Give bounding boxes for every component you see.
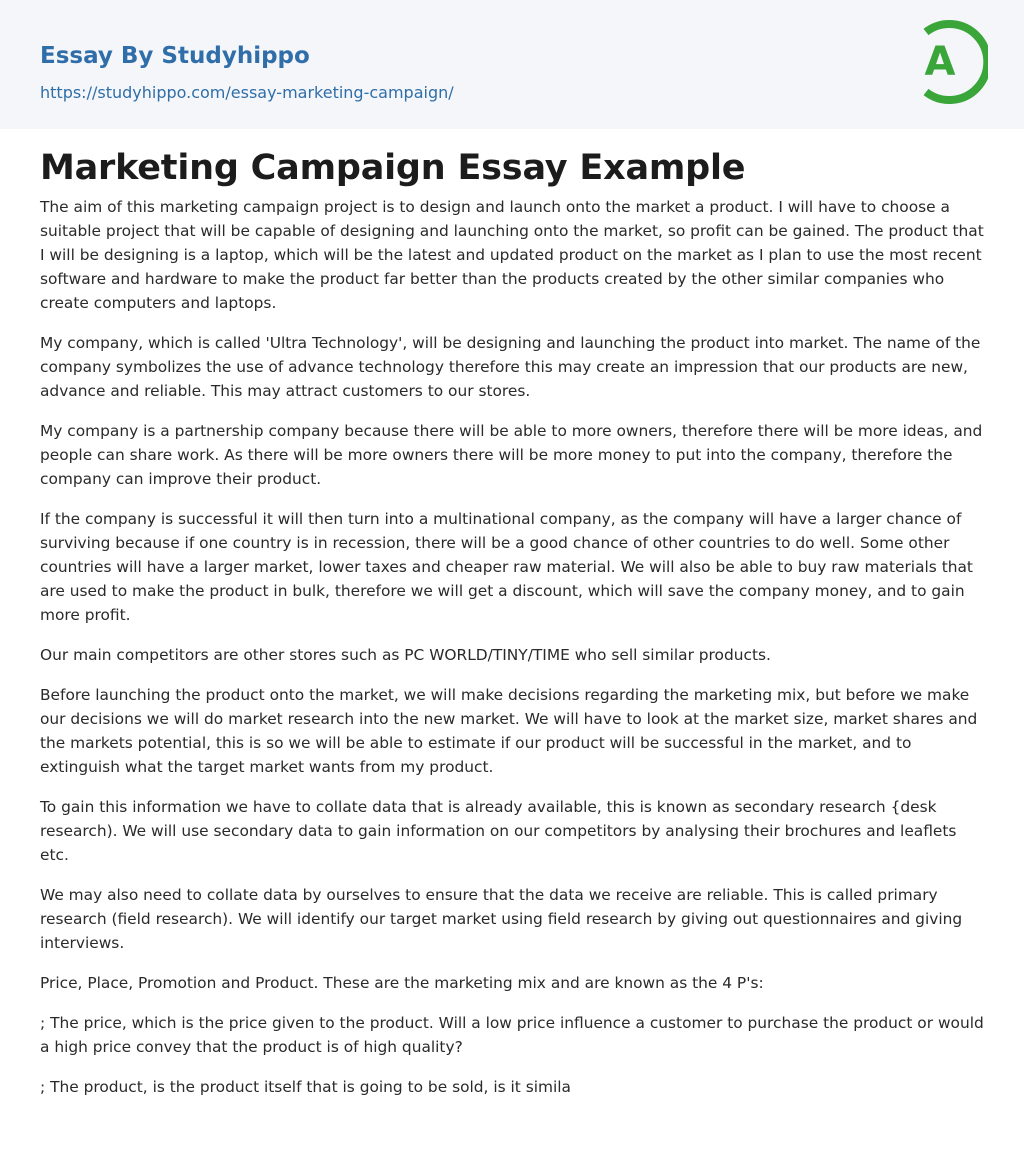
site-header bbox=[0, 0, 1024, 129]
essay-paragraph-11: ; The product, is the product itself that is going to be sold, is it simila bbox=[40, 1078, 571, 1096]
essay-paragraph-5: Our main competitors are other stores such as PC WORLD/TINY/TIME who sell similar products. bbox=[40, 646, 771, 664]
studyhippo-logo-icon[interactable] bbox=[912, 18, 988, 106]
essay-paragraph-6: Before launching the product onto the market, we will make decisions regarding the marketing mix, but before we make our decisions we will do market research into the new market. We will have to look at the market size, market shares and the markets potential, this is so we will be able to estimate if our product will be successful in the market, and to extinguish what the target market wants from my product. bbox=[40, 686, 978, 776]
logo-letter: A bbox=[924, 39, 956, 85]
essay-paragraph-2: My company, which is called 'Ultra Technology', will be designing and launching the product into market. The name of the company symbolizes the use of advance technology therefore this may create an impression that our products are new, advance and reliable. This may attract customers to our stores. bbox=[40, 334, 981, 400]
essay-paragraph-7: To gain this information we have to collate data that is already available, this is known as secondary research {desk research). We will use secondary data to gain information on our competitors by analysing their brochures and leaflets etc. bbox=[40, 798, 957, 864]
article bbox=[0, 145, 1024, 1099]
essay-paragraph-4: If the company is successful it will then turn into a multinational company, as the company will have a larger chance of surviving because if one country is in recession, there will be a good chance of other countries to do well. Some other countries will have a larger market, lower taxes and cheaper raw material. We will also be able to buy raw materials that are used to make the product in bulk, therefore we will get a discount, which will save the company money, and to gain more profit. bbox=[40, 510, 973, 624]
essay-url-link[interactable]: https://studyhippo.com/essay-marketing-campaign/ bbox=[40, 83, 454, 102]
essay-paragraph-8: We may also need to collate data by ourselves to ensure that the data we receive are reliable. This is called primary research (field research). We will identify our target market using field research by giving out questionnaires and giving interviews. bbox=[40, 886, 963, 952]
brand-name[interactable]: Essay By Studyhippo bbox=[40, 43, 310, 69]
essay-paragraph-10: ; The price, which is the price given to the product. Will a low price influence a customer to purchase the product or would a high price convey that the product is of high quality? bbox=[40, 1014, 984, 1056]
essay-paragraph-3: My company is a partnership company because there will be able to more owners, therefore there will be more ideas, and people can share work. As there will be more owners there will be more money to put into the company, therefore the company can improve their product. bbox=[40, 422, 983, 488]
essay-paragraph-9: Price, Place, Promotion and Product. These are the marketing mix and are known as the 4 P's: bbox=[40, 974, 764, 992]
essay-paragraph-1: The aim of this marketing campaign project is to design and launch onto the market a product. I will have to choose a suitable project that will be capable of designing and launching onto the market, so profit can be gained. The product that I will be designing is a laptop, which will be the latest and updated product on the market as I plan to use the most recent software and hardware to make the product far better than the products created by the other similar companies who create computers and laptops. bbox=[40, 198, 984, 312]
page-title: Marketing Campaign Essay Example bbox=[40, 148, 746, 188]
